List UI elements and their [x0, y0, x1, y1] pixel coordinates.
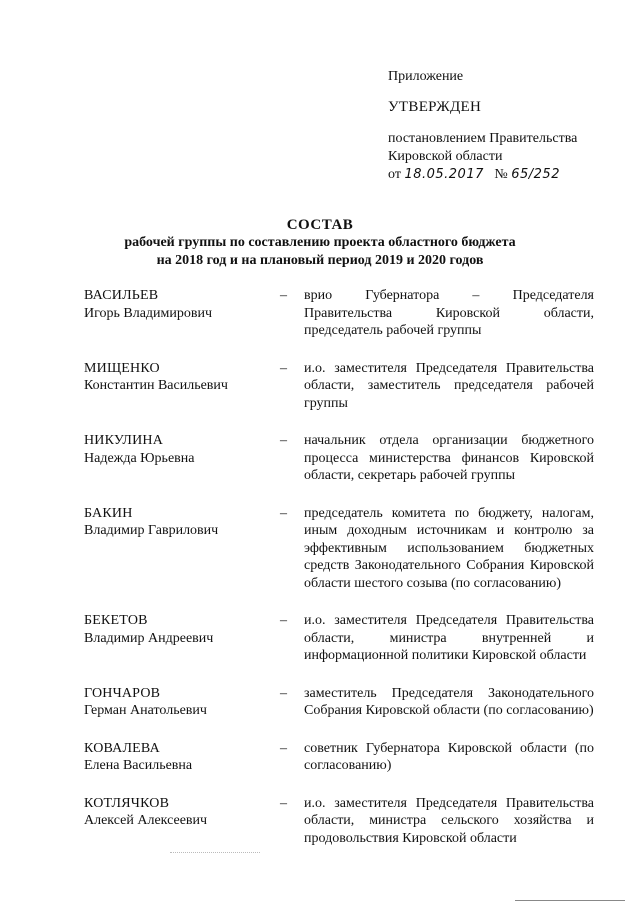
- member-given-name: Надежда Юрьевна: [84, 450, 195, 466]
- approval-header: [388, 68, 577, 184]
- member-position: и.о. заместителя Председателя Правительства области, министра внутренней и информационной политики Кировской области: [304, 613, 594, 663]
- member-row: [84, 360, 594, 413]
- member-given-name: Игорь Владимирович: [84, 305, 213, 321]
- member-dash: –: [280, 613, 287, 628]
- member-position: начальник отдела организации бюджетного процесса министерства финансов Кировской области, секретарь рабочей группы: [304, 433, 594, 483]
- decree-line-1: постановлением Правительства: [388, 131, 578, 146]
- date-value: 18.05.2017: [404, 167, 484, 182]
- member-surname: НИКУЛИНА: [84, 433, 164, 448]
- member-row: [84, 612, 594, 665]
- member-given-name: Константин Васильевич: [84, 378, 228, 393]
- member-position: врио Губернатора – Председателя Правительства Кировской области, председатель рабочей группы: [304, 288, 594, 338]
- member-row: [84, 685, 594, 720]
- member-name: [84, 505, 280, 593]
- member-position: заместитель Председателя Законодательного Собрания Кировской области (по согласованию): [304, 685, 594, 718]
- member-surname: ГОНЧАРОВ: [84, 685, 161, 701]
- appendix-label: Приложение: [388, 69, 464, 84]
- member-dash: –: [280, 505, 287, 521]
- member-dash: –: [280, 288, 287, 303]
- member-surname: БЕКЕТОВ: [84, 613, 148, 628]
- approved-label: УТВЕРЖДЕН: [388, 99, 482, 115]
- member-dash: –: [280, 795, 287, 811]
- number-value: 65/252: [511, 167, 560, 182]
- member-row: [84, 740, 594, 775]
- title-main: СОСТАВ: [286, 217, 354, 233]
- member-position: и.о. заместителя Председателя Правительства области, заместитель председателя рабочей группы: [304, 360, 594, 411]
- decree-date-line: [388, 166, 577, 184]
- member-row: [84, 795, 594, 848]
- member-name: [84, 795, 280, 848]
- title-line-3: на 2018 год и на плановый период 2019 и 2020 годов: [156, 253, 484, 268]
- member-surname: ВАСИЛЬЕВ: [84, 288, 159, 303]
- member-row: [84, 432, 594, 485]
- member-name: [84, 740, 280, 775]
- member-given-name: Владимир Андреевич: [84, 630, 214, 646]
- member-surname: БАКИН: [84, 505, 133, 521]
- member-name: [84, 360, 280, 413]
- member-surname: КОТЛЯЧКОВ: [84, 795, 170, 811]
- number-prefix: №: [494, 167, 508, 182]
- member-given-name: Елена Васильевна: [84, 758, 193, 773]
- member-row: [84, 287, 594, 340]
- member-dash: –: [280, 433, 287, 448]
- member-position: и.о. заместителя Председателя Правительства области, министра сельского хозяйства и продовольствия Кировской области: [304, 795, 594, 846]
- member-name: [84, 432, 280, 485]
- member-given-name: Владимир Гаврилович: [84, 523, 219, 538]
- member-name: [84, 685, 280, 720]
- member-row: [84, 505, 594, 593]
- title-line-2: рабочей группы по составлению проекта областного бюджета: [124, 235, 516, 250]
- member-surname: КОВАЛЕВА: [84, 740, 160, 756]
- member-dash: –: [280, 740, 287, 756]
- member-name: [84, 612, 280, 665]
- member-position: председатель комитета по бюджету, налогам, иным доходным источникам и контролю за эффективным использованием бюджетных средств Законодательного Собрания Кировской области шестого созыва (по согласованию): [304, 505, 594, 591]
- member-given-name: Алексей Алексеевич: [84, 813, 208, 828]
- member-position: советник Губернатора Кировской области (по согласованию): [304, 740, 594, 773]
- member-given-name: Герман Анатольевич: [84, 703, 207, 718]
- page-edge-line: [515, 900, 625, 901]
- date-prefix: от: [388, 167, 401, 182]
- decree-line-2: Кировской области: [388, 149, 503, 164]
- member-surname: МИЩЕНКО: [84, 360, 160, 376]
- dotted-mark: [170, 852, 260, 853]
- member-list: [84, 287, 594, 847]
- member-dash: –: [280, 685, 287, 701]
- member-name: [84, 287, 280, 340]
- document-title: [0, 216, 640, 270]
- member-dash: –: [280, 360, 287, 376]
